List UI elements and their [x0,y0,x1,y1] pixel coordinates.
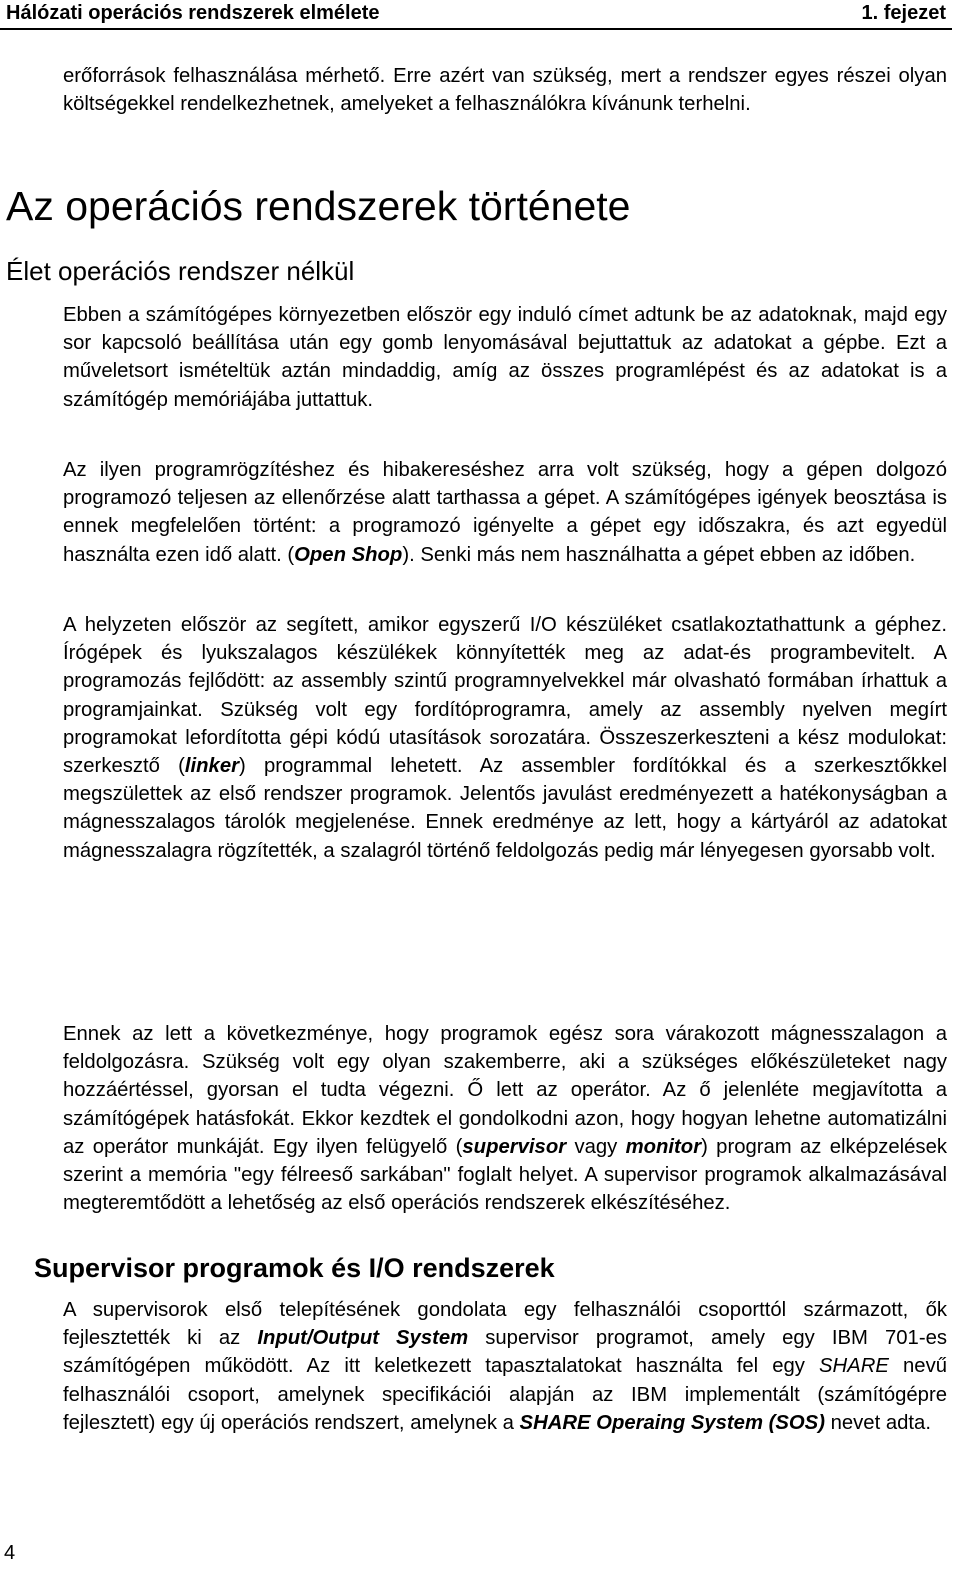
paragraph-1-text: Ebben a számítógépes környezetben először egy induló címet adtunk be az adatoknak, majd egy sor kapcsoló beállítása után egy gomb lenyomásával bejuttattuk az adatokat a gépbe. Ezt a műveletsort ismételtük aztán mindaddig, amíg az összes programlépést és az adatokat is a számítógép memóriájába juttattuk. [63,304,947,411]
page-number: 4 [4,1542,16,1564]
paragraph-2 [63,456,947,569]
chapter-label: 1. fejezet [861,2,946,24]
paragraph-2-text [63,456,947,569]
section-title-supervisor: Supervisor programok és I/O rendszerek [34,1253,555,1283]
text-run: Ennek az lett a következménye, hogy programok egész sora várakozott mágnesszalagon a feldolgozásra. Szükség volt egy olyan szakemberre, aki a szükséges előkészületeket nagy hozzáértéssel, gyorsan el tudta végezni. Ő lett az operátor. Az ő jelenléte megjavította a számítógépek hatásfokát. Ekkor kezdtek el gondolkodni azon, hogy hogyan lehetne automatizálni az operátor munkáját. Egy ilyen felügyelő ( [63,1023,947,1158]
term-supervisor: supervisor [462,1135,567,1158]
subsection-title: Élet operációs rendszer nélkül [6,256,355,286]
paragraph-3 [63,611,947,865]
paragraph-3-text [63,611,947,865]
term-linker: linker [184,755,239,778]
term-open-shop: Open Shop [294,543,403,566]
intro-text: erőforrások felhasználása mérhető. Erre azért van szükség, mert a rendszer egyes részei olyan költségekkel rendelkezhetnek, amelyeket a felhasználókra kívánunk terhelni. [63,65,947,116]
paragraph-5-text [63,1296,947,1437]
text-run: vagy [566,1135,626,1158]
term-sos: SHARE Operaing System (SOS) [519,1411,825,1434]
term-share: SHARE [819,1355,889,1378]
term-monitor: monitor [625,1135,702,1158]
text-run: nevű felhasználói csoport, amelynek specifikációi alapján az IBM implementált (számítógépre fejlesztett) egy új operációs rendszert, amelynek a [63,1355,947,1434]
text-run: ). Senki más nem használhatta a gépet ebben az időben. [402,543,916,566]
paragraph-4-text [63,1020,947,1217]
text-run: nevet adta. [824,1411,931,1434]
paragraph-1 [63,301,947,414]
running-header [0,0,952,30]
text-run: A supervisorok első telepítésének gondolata egy felhasználói csoporttól származott, ők fejlesztették ki az [63,1299,947,1350]
text-run: ) programmal lehetett. Az assembler fordítókkal és a szerkesztőkkel megszülettek az első rendszer programok. Jelentős javulást eredményezett a hatékonyságban a mágnesszalagos tárolók megjelenése. Ennek eredménye az lett, hogy a kártyáról az adatokat mágnesszalagra rögzítették, a szalagról történő feldolgozás pedig már lényegesen gyorsabb volt. [63,755,947,862]
section-title: Az operációs rendszerek története [6,183,631,229]
text-run: supervisor programot, amely egy IBM 701-es számítógépen működött. Az itt keletkezett tapasztalatokat használta fel egy [63,1327,947,1378]
text-run: Az ilyen programrögzítéshez és hibakereséshez arra volt szükség, hogy a gépen dolgozó programozó teljesen az ellenőrzése alatt tarthassa a gépet. A számítógépes igények beosztása is ennek megfelelően történt: a programozó igényelte a gépet egy időszakra, és azt egyedül használta ezen idő alatt. ( [63,459,947,566]
text-run: ) program az elképzelések szerint a memória "egy félreeső sarkában" foglalt helyet. A supervisor programok alkalmazásával megteremtődött a lehetőség az első operációs rendszerek elkészítéséhez. [63,1135,947,1215]
paragraph-5 [63,1296,947,1437]
paragraph-4 [63,1020,947,1217]
intro-paragraph [63,62,947,118]
text-run: A helyzeten először az segített, amikor egyszerű I/O készüléket csatlakoztathattunk a géphez. Írógépek és lyukszalagos készülékek könnyítették meg az adat-és programbevitelt. A programozás fejlődött: az assembly szintű programnyelvekkel már olvasható formában írhattuk a programjainkat. Szükség volt egy fordítóprogramra, amely az assembly nyelven megírt programokat lefordította gépi kódú utasítások sorozatára. Összeszerkeszteni a kész modulokat: szerkesztő ( [63,614,947,778]
term-io-system: Input/Output System [257,1327,469,1350]
book-title: Hálózati operációs rendszerek elmélete [6,2,380,24]
